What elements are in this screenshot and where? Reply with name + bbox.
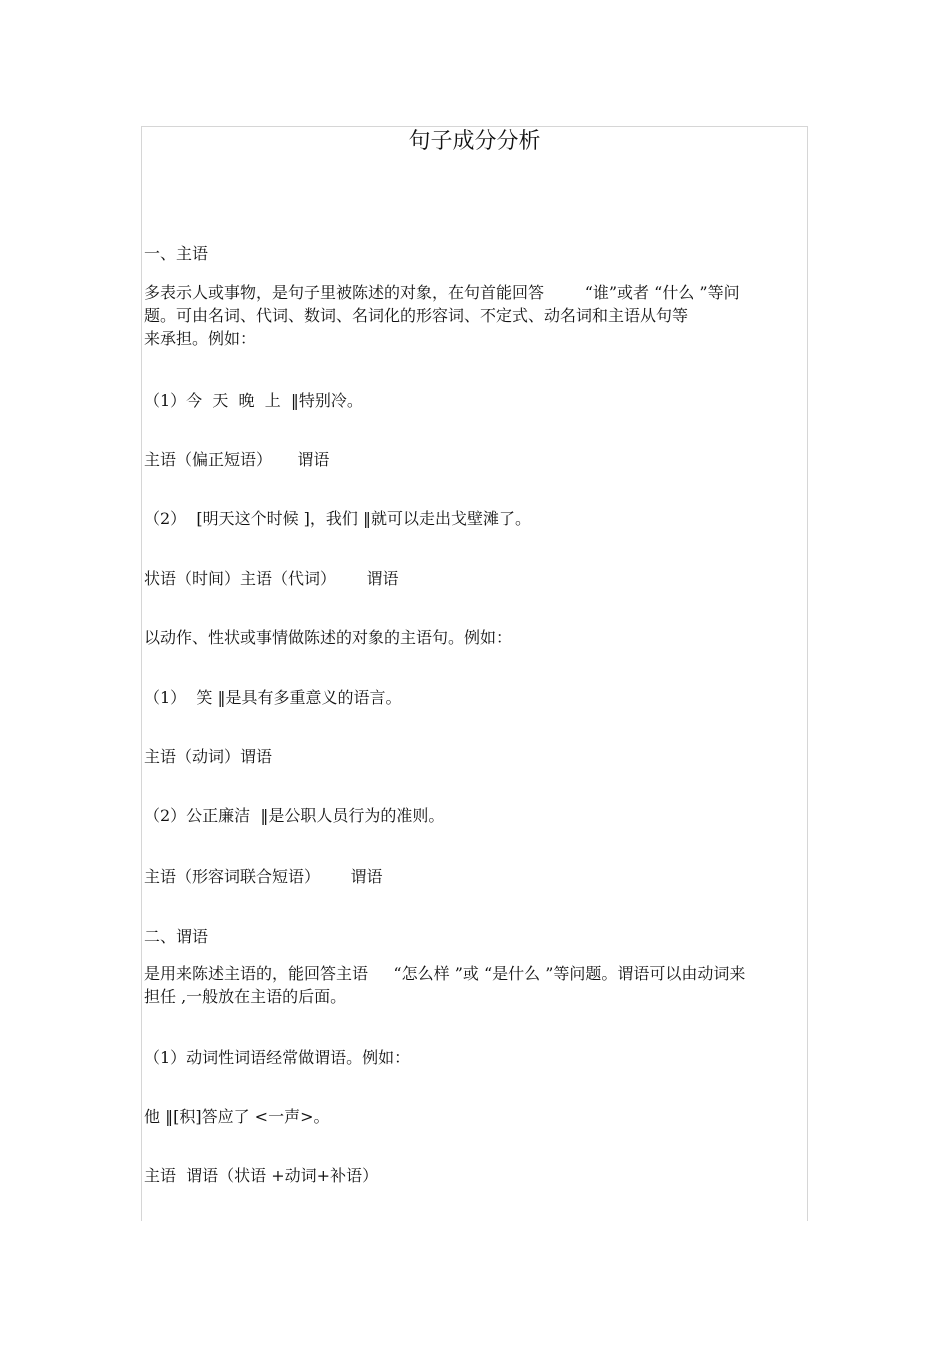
example-sentence: （1） 笑 ‖是具有多重意义的语言。 (144, 688, 402, 707)
example-analysis: 状语（时间）主语（代词） 谓语 (144, 569, 399, 588)
paragraph-line: 多表示人或事物，是句子里被陈述的对象，在句首能回答 “谁”或者 “什么 ”等问 (144, 283, 740, 302)
page-title: 句子成分分析 (408, 129, 541, 154)
example-sentence: （2）公正廉洁 ‖是公职人员行为的准则。 (144, 806, 445, 825)
subject-definition-paragraph (144, 281, 794, 350)
paragraph-line: 是用来陈述主语的，能回答主语 “怎么样 ”或 “是什么 ”等问题。谓语可以由动词来 (144, 964, 746, 983)
paragraph-line: 题。可由名词、代词、数词、名词化的形容词、不定式、动名词和主语从句等 (144, 306, 689, 325)
example-analysis: 主语（偏正短语） 谓语 (144, 450, 330, 469)
paragraph-line: 担任 ,一般放在主语的后面。 (144, 987, 347, 1006)
example-analysis: 主语 谓语（状语 +动词+补语） (144, 1166, 379, 1185)
example-sentence: 他 ‖[积]答应了 <一声>。 (144, 1107, 330, 1126)
example-sentence: （1）今 天 晚 上 ‖特别冷。 (144, 391, 363, 410)
paragraph-line: 来承担。例如： (144, 329, 257, 348)
example-sentence: （2） [明天这个时候 ]，我们 ‖就可以走出戈壁滩了。 (144, 509, 532, 528)
subject-note: 以动作、性状或事情做陈述的对象的主语句。例如： (144, 628, 513, 647)
section-heading-predicate: 二、谓语 (144, 927, 209, 946)
example-analysis: 主语（形容词联合短语） 谓语 (144, 867, 383, 886)
predicate-definition-paragraph (144, 962, 794, 1008)
section-heading-subject: 一、主语 (144, 244, 209, 263)
predicate-subsection: （1）动词性词语经常做谓语。例如： (144, 1048, 411, 1067)
example-analysis: 主语（动词）谓语 (144, 747, 273, 766)
